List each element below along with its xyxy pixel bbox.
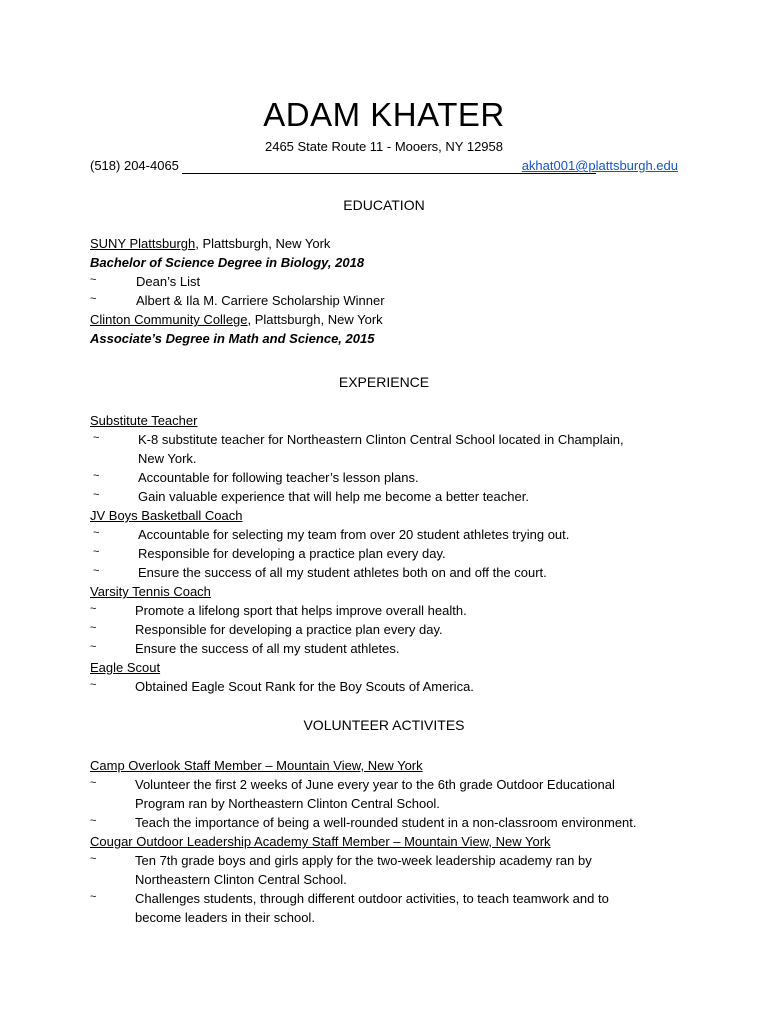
bullet-icon: ~ bbox=[90, 679, 97, 691]
bullet-icon: ~ bbox=[90, 603, 97, 615]
activity-title: Camp Overlook Staff Member – Mountain View, New York bbox=[90, 758, 423, 773]
address: 2465 State Route 11 - Mooers, NY 12958 bbox=[264, 139, 503, 154]
job-bullet: Ensure the success of all my student athletes. bbox=[135, 641, 400, 656]
activity-bullet-continued: Northeastern Clinton Central School. bbox=[135, 872, 347, 887]
email-link[interactable]: akhat001@plattsburgh.edu bbox=[521, 158, 678, 173]
job-bullet: Accountable for selecting my team from over 20 student athletes trying out. bbox=[138, 527, 570, 542]
honor-item: Dean’s List bbox=[136, 274, 201, 289]
job-title: Eagle Scout bbox=[90, 660, 161, 675]
job-bullet-continued: New York. bbox=[138, 451, 197, 466]
job-bullet: Obtained Eagle Scout Rank for the Boy Scouts of America. bbox=[135, 679, 474, 694]
job-bullet: Gain valuable experience that will help me become a better teacher. bbox=[138, 489, 529, 504]
section-title-education: EDUCATION bbox=[343, 197, 425, 213]
job-bullet: Ensure the success of all my student athletes both on and off the court. bbox=[138, 565, 547, 580]
bullet-icon: ~ bbox=[93, 527, 100, 539]
bullet-icon: ~ bbox=[93, 489, 100, 501]
bullet-icon: ~ bbox=[93, 432, 100, 444]
bullet-icon: ~ bbox=[90, 274, 97, 286]
bullet-icon: ~ bbox=[93, 546, 100, 558]
bullet-icon: ~ bbox=[93, 565, 100, 577]
school-entry bbox=[90, 312, 383, 327]
activity-bullet-continued: Program ran by Northeastern Clinton Central School. bbox=[135, 796, 440, 811]
contact-line bbox=[90, 158, 678, 176]
school-location: , Plattsburgh, New York bbox=[247, 312, 383, 327]
activity-bullet-continued: become leaders in their school. bbox=[135, 910, 315, 925]
activity-title: Cougar Outdoor Leadership Academy Staff Member – Mountain View, New York bbox=[90, 834, 551, 849]
degree: Associate’s Degree in Math and Science, 2015 bbox=[90, 331, 375, 346]
section-title-volunteer: VOLUNTEER ACTIVITES bbox=[303, 717, 465, 733]
degree: Bachelor of Science Degree in Biology, 2018 bbox=[90, 255, 365, 270]
job-bullet: Responsible for developing a practice plan every day. bbox=[138, 546, 446, 561]
job-bullet: K-8 substitute teacher for Northeastern Clinton Central School located in Champlain, bbox=[138, 432, 624, 447]
school-entry bbox=[90, 236, 330, 251]
activity-bullet: Challenges students, through different outdoor activities, to teach teamwork and to bbox=[135, 891, 609, 906]
job-title: Substitute Teacher bbox=[90, 413, 198, 428]
bullet-icon: ~ bbox=[90, 622, 97, 634]
bullet-icon: ~ bbox=[90, 293, 97, 305]
job-bullet: Responsible for developing a practice plan every day. bbox=[135, 622, 443, 637]
job-bullet: Accountable for following teacher’s lesson plans. bbox=[138, 470, 419, 485]
job-title: Varsity Tennis Coach bbox=[90, 584, 211, 599]
job-bullet: Promote a lifelong sport that helps improve overall health. bbox=[135, 603, 467, 618]
candidate-name: ADAM KHATER bbox=[263, 96, 505, 133]
activity-bullet: Teach the importance of being a well-rounded student in a non-classroom environment. bbox=[135, 815, 637, 830]
section-title-experience: EXPERIENCE bbox=[338, 374, 430, 390]
contact-rule bbox=[182, 173, 596, 174]
bullet-icon: ~ bbox=[90, 641, 97, 653]
school-name: Clinton Community College bbox=[90, 312, 248, 327]
phone-number: (518) 204-4065 bbox=[90, 158, 179, 173]
bullet-icon: ~ bbox=[90, 815, 97, 827]
bullet-icon: ~ bbox=[90, 853, 97, 865]
bullet-icon: ~ bbox=[90, 891, 97, 903]
school-name: SUNY Plattsburgh bbox=[90, 236, 196, 251]
bullet-icon: ~ bbox=[93, 470, 100, 482]
bullet-icon: ~ bbox=[90, 777, 97, 789]
honor-item: Albert & Ila M. Carriere Scholarship Winner bbox=[136, 293, 385, 308]
activity-bullet: Ten 7th grade boys and girls apply for the two-week leadership academy ran by bbox=[135, 853, 592, 868]
activity-bullet: Volunteer the first 2 weeks of June every year to the 6th grade Outdoor Educational bbox=[135, 777, 615, 792]
school-location: , Plattsburgh, New York bbox=[195, 236, 331, 251]
job-title: JV Boys Basketball Coach bbox=[90, 508, 243, 523]
